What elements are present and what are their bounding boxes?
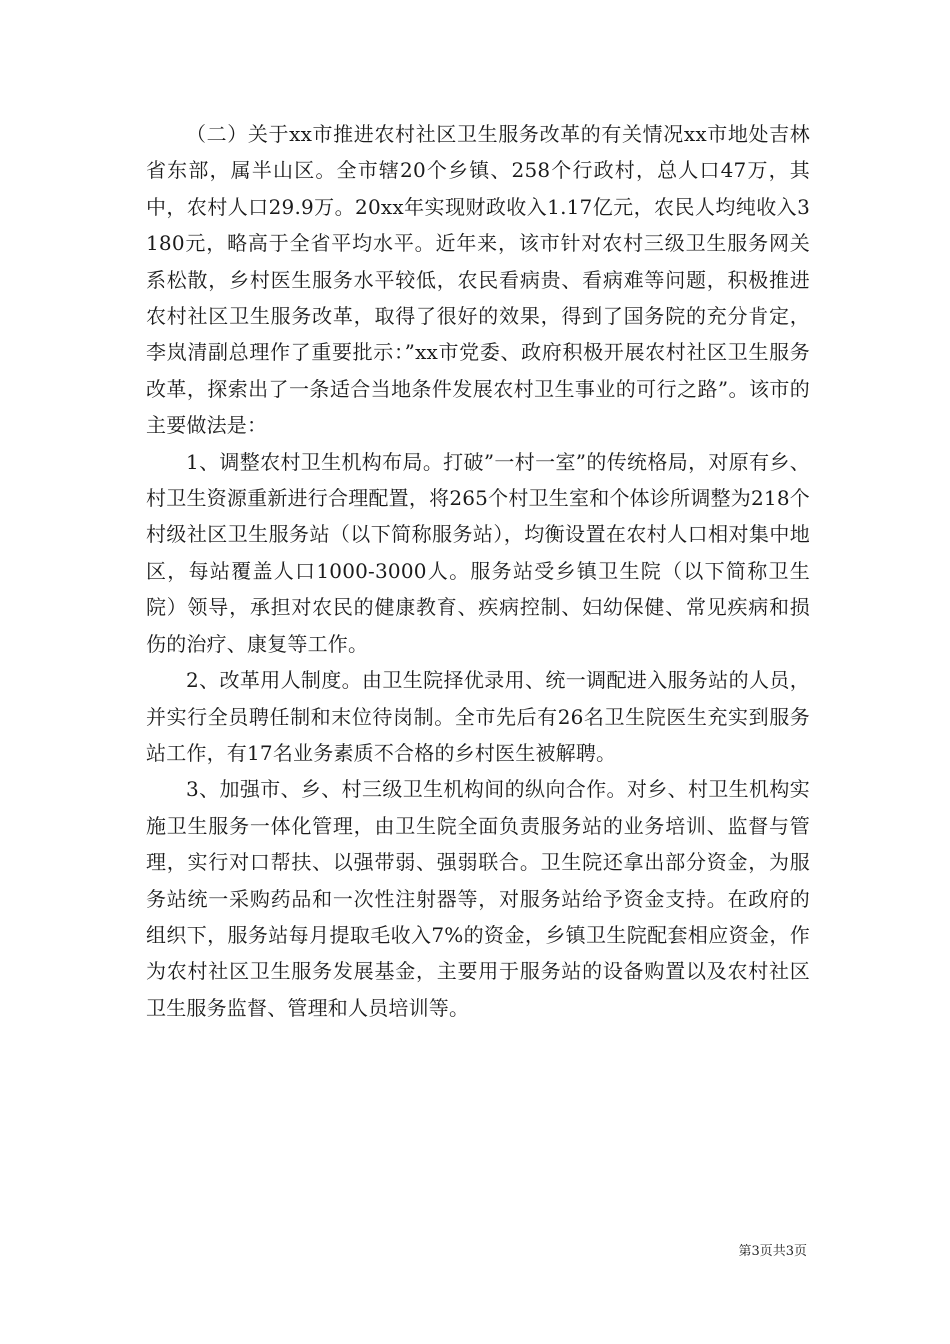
paragraph-intro: （二）关于xx市推进农村社区卫生服务改革的有关情况xx市地处吉林省东部，属半山区。全市辖20个乡镇、258个行政村，总人口47万，其中，农村人口29.9万。20xx年实现财政收入1.17亿元，农民人均纯收入3180元，略高于全省平均水平。近年来，该市针对农村三级卫生服务网关系松散，乡村医生服务水平较低，农民看病贵、看病难等问题，积极推进农村社区卫生服务改革，取得了很好的效果，得到了国务院的充分肯定，李岚清副总理作了重要批示：”xx市党委、政府积极开展农村社区卫生服务改革，探索出了一条适合当地条件发展农村卫生事业的可行之路”。该市的主要做法是： xyxy=(146,122,810,438)
page-number-footer: 第3页共3页 xyxy=(738,1244,807,1259)
paragraph-item-2: 2、改革用人制度。由卫生院择优录用、统一调配进入服务站的人员，并实行全员聘任制和末位待岗制。全市先后有26名卫生院医生充实到服务站工作，有17名业务素质不合格的乡村医生被解聘。 xyxy=(146,668,810,765)
document-body xyxy=(146,116,810,1026)
paragraph-item-3: 3、加强市、乡、村三级卫生机构间的纵向合作。对乡、村卫生机构实施卫生服务一体化管理，由卫生院全面负责服务站的业务培训、监督与管理，实行对口帮扶、以强带弱、强弱联合。卫生院还拿出部分资金，为服务站统一采购药品和一次性注射器等，对服务站给予资金支持。在政府的组织下，服务站每月提取毛收入7%的资金，乡镇卫生院配套相应资金，作为农村社区卫生服务发展基金，主要用于服务站的设备购置以及农村社区卫生服务监督、管理和人员培训等。 xyxy=(146,777,810,1020)
paragraph-item-1: 1、调整农村卫生机构布局。打破”一村一室”的传统格局，对原有乡、村卫生资源重新进行合理配置，将265个村卫生室和个体诊所调整为218个村级社区卫生服务站（以下简称服务站），均衡设置在农村人口相对集中地区，每站覆盖人口1000-3000人。服务站受乡镇卫生院（以下简称卫生院）领导，承担对农民的健康教育、疾病控制、妇幼保健、常见疾病和损伤的治疗、康复等工作。 xyxy=(146,449,810,656)
